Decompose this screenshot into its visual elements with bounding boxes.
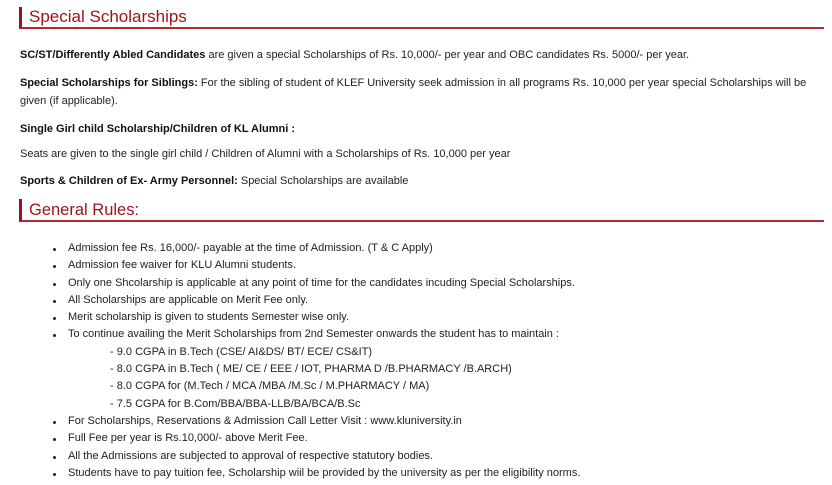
siblings-label: Special Scholarships for Siblings: [20,77,198,89]
cgpa-requirement-item: - 8.0 CGPA in B.Tech ( ME/ CE / EEE / IOT, PHARMA D /B.PHARMACY /B.ARCH) [110,363,512,376]
sports-army-scholarship-paragraph [20,172,820,190]
sc-st-label: SC/ST/Differently Abled Candidates [20,49,206,61]
rule-item: Merit scholarship is given to students Semester wise only. [0,309,832,326]
cgpa-requirement-item: - 8.0 CGPA for (M.Tech / MCA /MBA /M.Sc / M.PHARMACY / MA) [110,380,430,393]
single-girl-child-paragraph [20,145,820,163]
sports-army-text: Special Scholarships are available [237,175,409,187]
sc-st-text: are given a special Scholarships of Rs. 10,000/- per year and OBC candidates Rs. 5000/- per year. [205,49,690,61]
rule-item: Admission fee Rs. 16,000/- payable at the time of Admission. (T & C Apply) [0,240,832,257]
special-scholarships-title: Special Scholarships [29,7,187,26]
single-girl-text: Seats are given to the single girl child / Children of Alumni with a Scholarships of Rs. 10,000 per year [20,148,511,160]
single-girl-child-heading [20,120,820,138]
rule-item: Only one Shcolarship is applicable at any point of time for the candidates incuding Special Scholarships. [0,275,832,292]
rule-item: All Scholarships are applicable on Merit Fee only. [0,292,832,309]
rule-item: Admission fee waiver for KLU Alumni students. [0,257,832,274]
cgpa-requirement-item: - 9.0 CGPA in B.Tech (CSE/ AI&DS/ BT/ ECE/ CS&IT) [110,345,373,358]
rule-item: All the Admissions are subjected to approval of respective statutory bodies. [0,448,832,465]
siblings-text: For the sibling of student of KLEF University seek admission in all programs Rs. 10,000 per year special Scholarships will be given (if applicable). [20,77,807,107]
rule-item: To continue availing the Merit Scholarships from 2nd Semester onwards the student has to maintain : [0,326,832,343]
cgpa-requirement-item: - 7.5 CGPA for B.Com/BBA/BBA-LLB/BA/BCA/B.Sc [110,397,361,410]
rule-item: For Scholarships, Reservations & Admission Call Letter Visit : www.kluniversity.in [0,413,832,430]
general-rules-heading [19,199,824,222]
general-rules-list [0,240,832,482]
general-rules-title: General Rules: [29,201,140,219]
rule-item: Full Fee per year is Rs.10,000/- above Merit Fee. [0,430,832,447]
rule-item: Students have to pay tuition fee, Scholarship wiil be provided by the university as per the eligibility norms. [0,465,832,482]
sc-st-scholarship-paragraph [20,46,820,64]
special-scholarships-heading [19,7,824,29]
single-girl-label: Single Girl child Scholarship/Children of KL Alumni : [20,123,296,135]
sports-army-label: Sports & Children of Ex- Army Personnel: [20,175,238,187]
siblings-scholarship-paragraph [20,74,820,110]
